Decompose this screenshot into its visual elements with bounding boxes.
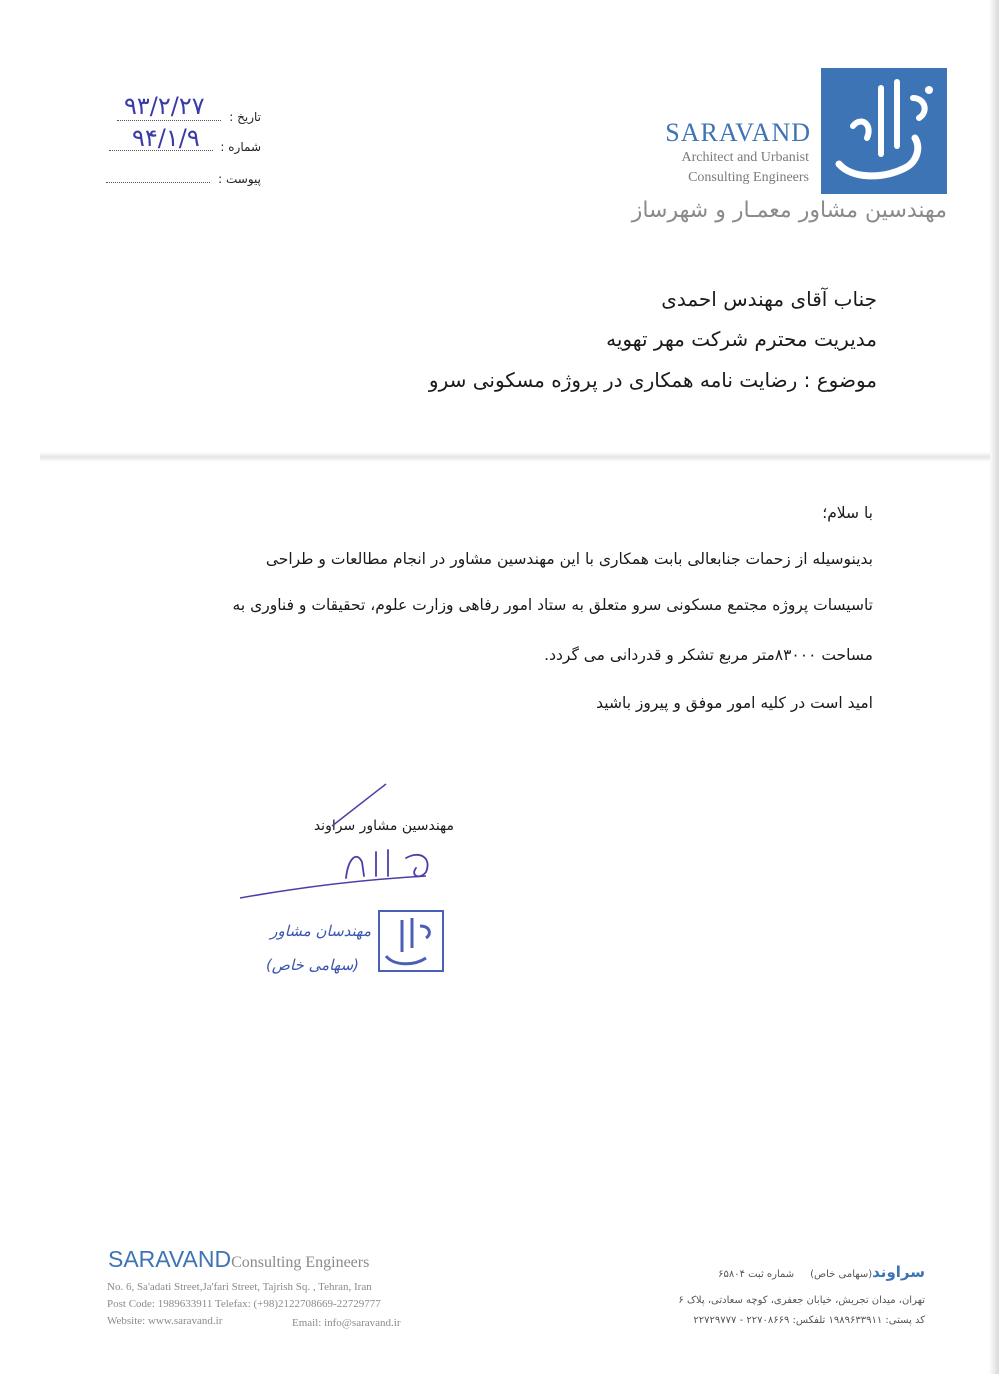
footer-fa-brand: سراوند [872, 1263, 925, 1281]
stamp-logo-icon [380, 912, 442, 970]
footer-brand-name: SARAVAND [108, 1246, 232, 1272]
paper-fold-line [40, 452, 990, 462]
footer-address: No. 6, Sa'adati Street,Ja'fari Street, Tajrish Sq. , Tehran, Iran [107, 1281, 372, 1293]
stamp-text-line-1: مهندسان مشاور [270, 922, 371, 940]
number-label: شماره : [220, 140, 261, 154]
date-label: تاریخ : [229, 110, 261, 124]
logo-tagline-1: Architect and Urbanist [681, 150, 809, 165]
signature-title: مهندسین مشاور سراوند [313, 818, 454, 834]
body-line-1: بدینوسیله از زحمات جنابعالی بابت همکاری با این مهندسین مشاور در انجام مطالعات و طراحی [265, 550, 873, 568]
stamp-text-line-2: (سهامی خاص) [265, 956, 359, 974]
saravand-logo [821, 68, 947, 194]
date-handwritten: ۹۳/۲/۲۷ [124, 92, 205, 120]
logo-calligraphy-icon [821, 68, 947, 194]
attachment-dotted-line [106, 182, 210, 183]
attachment-label: پیوست : [218, 172, 261, 186]
greeting: با سلام؛ [822, 504, 873, 522]
footer-fa-address: تهران، میدان تجریش، خیابان جعفری، کوچه سعادتی، پلاک ۶ [678, 1295, 925, 1306]
footer-brand [108, 1246, 369, 1273]
footer-postcode-phone: Post Code: 1989633911 Telefax: (+98)2122708669-22729777 [107, 1298, 381, 1310]
footer-fa-registration: شماره ثبت ۶۵۸۰۴ [718, 1269, 795, 1280]
footer-fa-header [718, 1263, 925, 1281]
recipient-name: جناب آقای مهندس احمدی [661, 287, 877, 311]
handwritten-signature [236, 780, 466, 902]
logo-tagline-2: Consulting Engineers [688, 170, 809, 185]
date-dotted-line [117, 120, 221, 121]
recipient-company: مدیریت محترم شرکت مهر تهویه [606, 327, 877, 351]
logo-persian-tagline: مهندسین مشاور معمـار و شهرساز [631, 198, 947, 223]
footer-fa-postcode-phone: کد پستی: ۱۹۸۹۶۳۳۹۱۱ تلفکس: ۲۲۷۰۸۶۶۹ - ۲۲۷۲۹۷۷۷ [693, 1315, 925, 1326]
footer-brand-tag: Consulting Engineers [231, 1254, 370, 1271]
body-line-2: تاسیسات پروژه مجتمع مسکونی سرو متعلق به ستاد امور رفاهی وزارت علوم، تحقیقات و فناوری به [232, 596, 873, 614]
number-handwritten: ۹۴/۱/۹ [132, 124, 200, 152]
footer-fa-brand-tag: (سهامی خاص) [810, 1269, 873, 1280]
scan-edge-shadow [989, 0, 999, 1374]
body-line-3: مساحت ۸۳۰۰۰متر مربع تشکر و قدردانی می گردد. [544, 646, 873, 664]
company-stamp [378, 910, 444, 972]
body-line-4: امید است در کلیه امور موفق و پیروز باشید [596, 694, 873, 712]
footer-email: Email: info@saravand.ir [292, 1317, 401, 1329]
letter-subject: موضوع : رضایت نامه همکاری در پروژه مسکونی سرو [428, 368, 877, 392]
attachment-field [106, 172, 261, 186]
footer-website: Website: www.saravand.ir [107, 1315, 223, 1327]
logo-brand-name: SARAVAND [665, 118, 811, 147]
